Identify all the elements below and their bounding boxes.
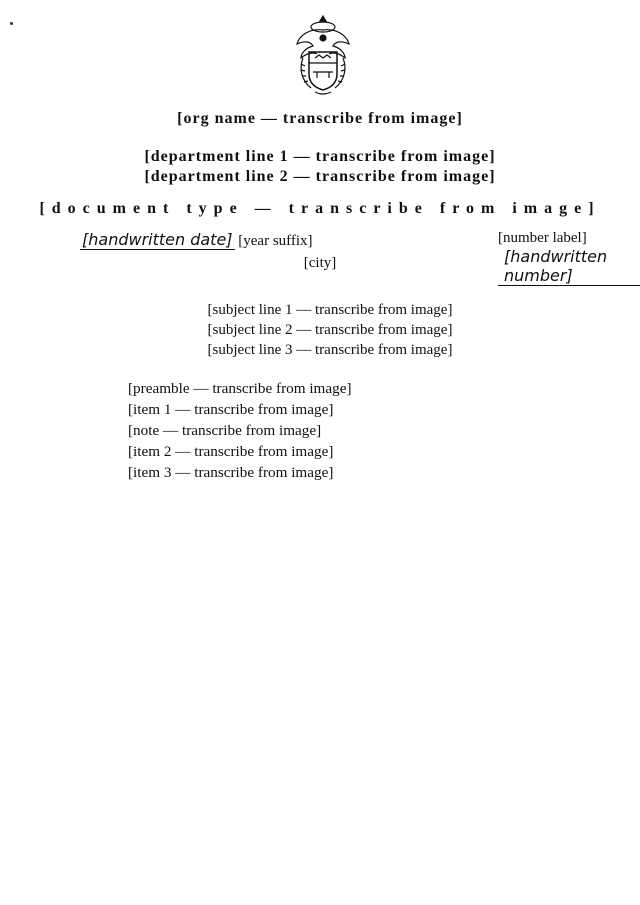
handwritten-number: [handwritten number]	[498, 247, 640, 286]
handwritten-date: [handwritten date]	[82, 230, 233, 249]
order-item-3: [item 3 — transcribe from image]	[128, 464, 334, 481]
date-year: [year suffix]	[238, 233, 313, 249]
document-date	[80, 230, 313, 250]
document-body	[88, 378, 590, 483]
number-label: [number label]	[498, 230, 587, 246]
scan-speck	[10, 22, 13, 25]
subject-line: [subject line 3 — transcribe from image]	[207, 342, 453, 358]
order-note: [note — transcribe from image]	[128, 422, 322, 439]
subject-line: [subject line 2 — transcribe from image]	[207, 322, 453, 338]
department-title-line1: [department line 1 — transcribe from image]	[144, 148, 496, 165]
coat-of-arms-emblem	[293, 12, 353, 100]
org-title: [org name — transcribe from image]	[177, 110, 463, 127]
order-item-1: [item 1 — transcribe from image]	[128, 401, 334, 418]
subject-line: [subject line 1 — transcribe from image]	[207, 302, 453, 318]
document-subject	[100, 300, 560, 360]
city-line: [city]	[303, 255, 337, 271]
document-type-title: [document type — transcribe from image]	[39, 200, 601, 217]
department-title-line2: [department line 2 — transcribe from image]	[144, 168, 496, 185]
preamble-paragraph: [preamble — transcribe from image]	[128, 380, 352, 397]
order-item-2: [item 2 — transcribe from image]	[128, 443, 334, 460]
